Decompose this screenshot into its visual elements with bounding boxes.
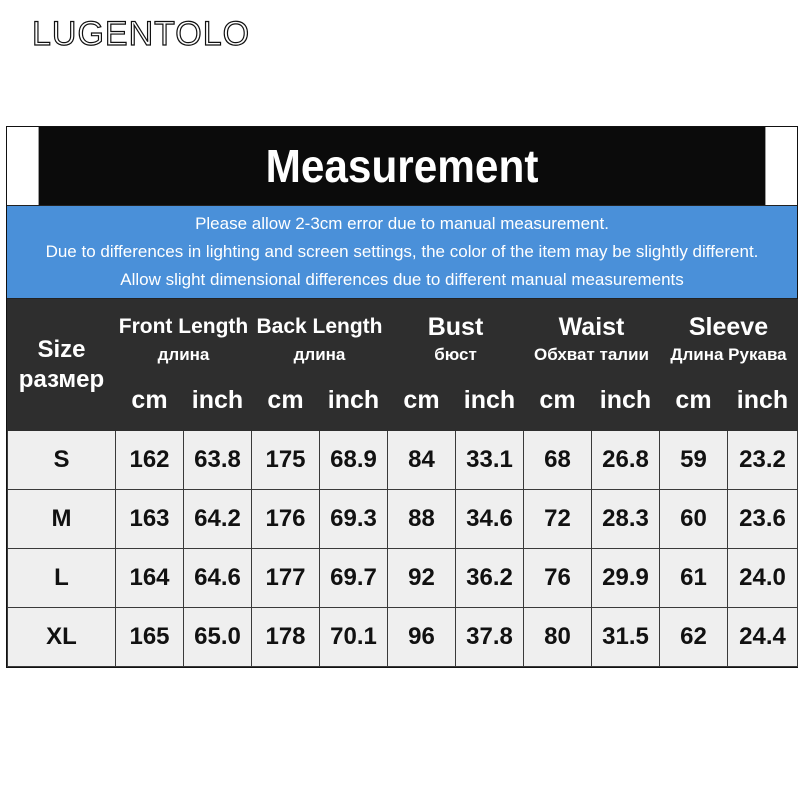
brand-logo: LUGENTOLO (32, 15, 251, 53)
chart-title (39, 127, 766, 205)
measurement-cell: 31.5 (592, 608, 660, 667)
table-row (8, 490, 798, 549)
size-cell: L (8, 549, 116, 608)
size-table (7, 299, 798, 667)
group-header-front-length (116, 300, 252, 370)
group-label-ru: Обхват талии (534, 345, 649, 364)
group-label-ru: длина (293, 345, 346, 364)
measurement-cell: 60 (660, 490, 728, 549)
measurement-cell: 59 (660, 431, 728, 490)
measurement-cell: 84 (388, 431, 456, 490)
measurement-cell: 23.2 (728, 431, 798, 490)
measurement-cell: 29.9 (592, 549, 660, 608)
unit-header-cm: cm (660, 370, 728, 431)
table-row (8, 431, 798, 490)
measurement-cell: 24.0 (728, 549, 798, 608)
group-header-bust (388, 300, 524, 370)
unit-header-cm: cm (116, 370, 184, 431)
note-line: Please allow 2-3cm error due to manual measurement. (195, 214, 609, 233)
group-label-en: Waist (558, 313, 625, 341)
measurement-cell: 165 (116, 608, 184, 667)
group-label-en: Sleeve (688, 313, 769, 341)
group-label-ru: Длина Рукава (670, 345, 787, 364)
measurement-cell: 26.8 (592, 431, 660, 490)
group-label-en: Back Length (256, 315, 383, 338)
measurement-cell: 96 (388, 608, 456, 667)
unit-header-cm: cm (524, 370, 592, 431)
measurement-cell: 65.0 (184, 608, 252, 667)
measurement-cell: 69.3 (320, 490, 388, 549)
measurement-cell: 64.6 (184, 549, 252, 608)
unit-header-cm: cm (252, 370, 320, 431)
measurement-cell: 33.1 (456, 431, 524, 490)
unit-header-inch: inch (456, 370, 524, 431)
measurement-cell: 61 (660, 549, 728, 608)
group-label-ru: бюст (434, 345, 477, 364)
size-cell: S (8, 431, 116, 490)
measurement-cell: 64.2 (184, 490, 252, 549)
measurement-cell: 68.9 (320, 431, 388, 490)
unit-header-inch: inch (728, 370, 798, 431)
note-line: Allow slight dimensional differences due to different manual measurements (120, 270, 684, 289)
measurement-cell: 164 (116, 549, 184, 608)
measurement-cell: 80 (524, 608, 592, 667)
measurement-cell: 177 (252, 549, 320, 608)
size-cell: M (8, 490, 116, 549)
measurement-cell: 37.8 (456, 608, 524, 667)
table-row (8, 549, 798, 608)
measurement-cell: 92 (388, 549, 456, 608)
size-cell: XL (8, 608, 116, 667)
measurement-cell: 88 (388, 490, 456, 549)
measurement-cell: 175 (252, 431, 320, 490)
size-chart (6, 126, 798, 668)
measurement-cell: 163 (116, 490, 184, 549)
table-row (8, 608, 798, 667)
note-line: Due to differences in lighting and screen settings, the color of the item may be slightly different. (45, 242, 759, 261)
size-header-ru: размер (18, 366, 105, 393)
size-header-en: Size (37, 336, 86, 363)
group-label-en: Bust (427, 313, 484, 341)
measurement-cell: 70.1 (320, 608, 388, 667)
measurement-cell: 23.6 (728, 490, 798, 549)
unit-header-inch: inch (592, 370, 660, 431)
chart-title-text: Measurement (265, 140, 539, 192)
measurement-cell: 76 (524, 549, 592, 608)
measurement-cell: 69.7 (320, 549, 388, 608)
group-label-ru: длина (157, 345, 210, 364)
unit-header-inch: inch (320, 370, 388, 431)
unit-header-cm: cm (388, 370, 456, 431)
group-label-en: Front Length (118, 315, 249, 338)
group-header-back-length (252, 300, 388, 370)
measurement-cell: 34.6 (456, 490, 524, 549)
measurement-cell: 62 (660, 608, 728, 667)
group-header-sleeve (660, 300, 798, 370)
measurement-cell: 176 (252, 490, 320, 549)
measurement-cell: 162 (116, 431, 184, 490)
measurement-cell: 68 (524, 431, 592, 490)
size-column-header (8, 300, 116, 431)
measurement-cell: 63.8 (184, 431, 252, 490)
measurement-cell: 178 (252, 608, 320, 667)
measurement-cell: 72 (524, 490, 592, 549)
measurement-cell: 24.4 (728, 608, 798, 667)
measurement-cell: 28.3 (592, 490, 660, 549)
unit-header-inch: inch (184, 370, 252, 431)
measurement-note (7, 205, 797, 299)
measurement-cell: 36.2 (456, 549, 524, 608)
size-table-body (8, 431, 798, 667)
group-header-waist (524, 300, 660, 370)
